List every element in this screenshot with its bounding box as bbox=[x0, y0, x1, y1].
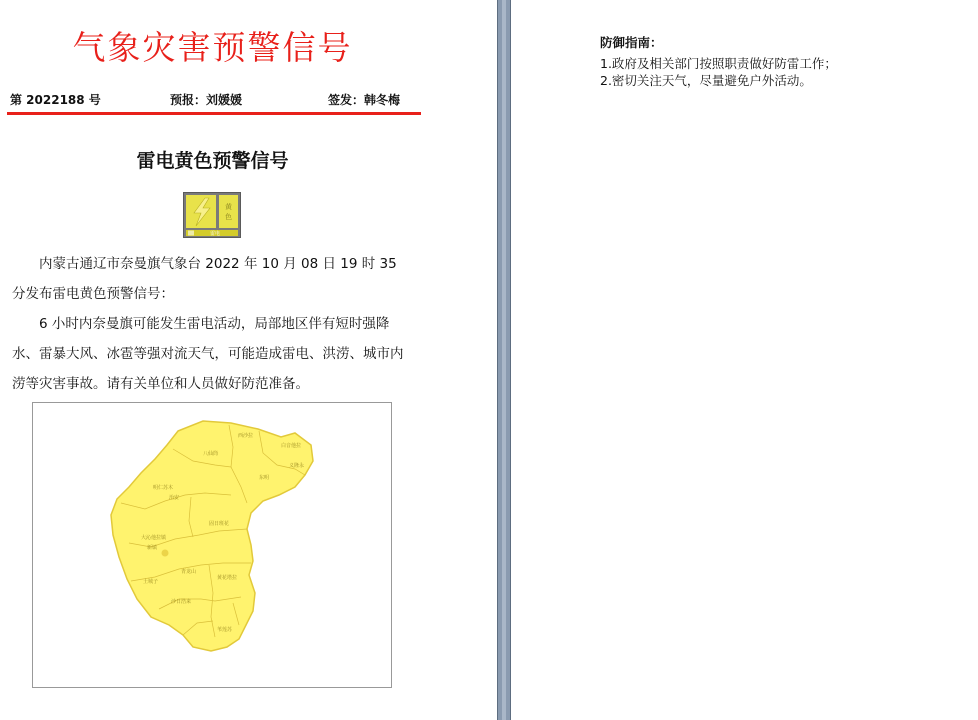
map-label-huanghuatala: 黄花塔拉 bbox=[217, 575, 238, 581]
document-meta-row bbox=[10, 91, 415, 109]
map-label-yilongyong: 义隆永 bbox=[289, 463, 305, 469]
map-label-baiyintala: 白音他拉 bbox=[281, 443, 302, 449]
red-divider bbox=[7, 112, 421, 115]
map-label-tuchengzi: 土城子 bbox=[143, 579, 159, 585]
map-label-guribanhua: 固日班花 bbox=[209, 521, 230, 527]
document-page-right bbox=[511, 0, 978, 720]
defense-guide-item: 2.密切关注天气，尽量避免户外活动。 bbox=[600, 73, 812, 88]
map-label-qinglongshan: 青龙山 bbox=[181, 569, 197, 575]
signal-icon-vertical-label-2: 色 bbox=[225, 213, 232, 221]
defense-guide-item: 1.政府及相关部门按照职责做好防雷工作； bbox=[600, 56, 837, 71]
page-gutter bbox=[497, 0, 511, 720]
defense-guide-list bbox=[600, 55, 837, 89]
forecaster: 预报：刘媛媛 bbox=[170, 93, 243, 107]
map-label-dongming: 东明 bbox=[259, 475, 270, 481]
map-label-baxiantong: 八仙筒 bbox=[203, 451, 219, 457]
defense-guide-title: 防御指南： bbox=[600, 35, 663, 50]
map-label-mingrensumu: 明仁苏木 bbox=[153, 485, 174, 491]
issue-number: 第 2022188 号 bbox=[10, 93, 101, 107]
map-label-xishala: 西沙拉 bbox=[238, 433, 254, 439]
map-label-zhian: 治安 bbox=[169, 495, 180, 501]
signal-icon-bottom-label: 雷电 bbox=[209, 231, 221, 237]
lightning-yellow-warning-icon bbox=[183, 192, 241, 238]
signal-title: 雷电黄色预警信号 bbox=[136, 150, 289, 172]
map-label-sharihaolai: 沙日浩来 bbox=[171, 599, 192, 605]
map-label-daqintala: 大沁他拉镇 bbox=[141, 535, 167, 541]
signer: 签发：韩冬梅 bbox=[328, 93, 401, 107]
warning-paragraph-content: 6 小时内奈曼旗可能发生雷电活动，局部地区伴有短时强降水、雷暴大风、冰雹等强对流天气，可能造成雷电、洪涝、城市内涝等灾害事故。请有关单位和人员做好防范准备。 bbox=[12, 316, 404, 392]
map-county-seat-marker bbox=[162, 550, 169, 557]
document-title: 气象灾害预警信号 bbox=[72, 28, 353, 67]
warning-paragraph-issuance: 内蒙古通辽市奈曼旗气象台 2022 年 10 月 08 日 19 时 35 分发布雷电黄色预警信号： bbox=[12, 256, 397, 302]
map-label-xinzhen: 新镇 bbox=[147, 545, 158, 551]
warning-area-map bbox=[32, 402, 392, 688]
signal-icon-vertical-label-1: 黄 bbox=[225, 203, 232, 211]
map-label-weiliansu: 苇莲苏 bbox=[217, 627, 233, 633]
